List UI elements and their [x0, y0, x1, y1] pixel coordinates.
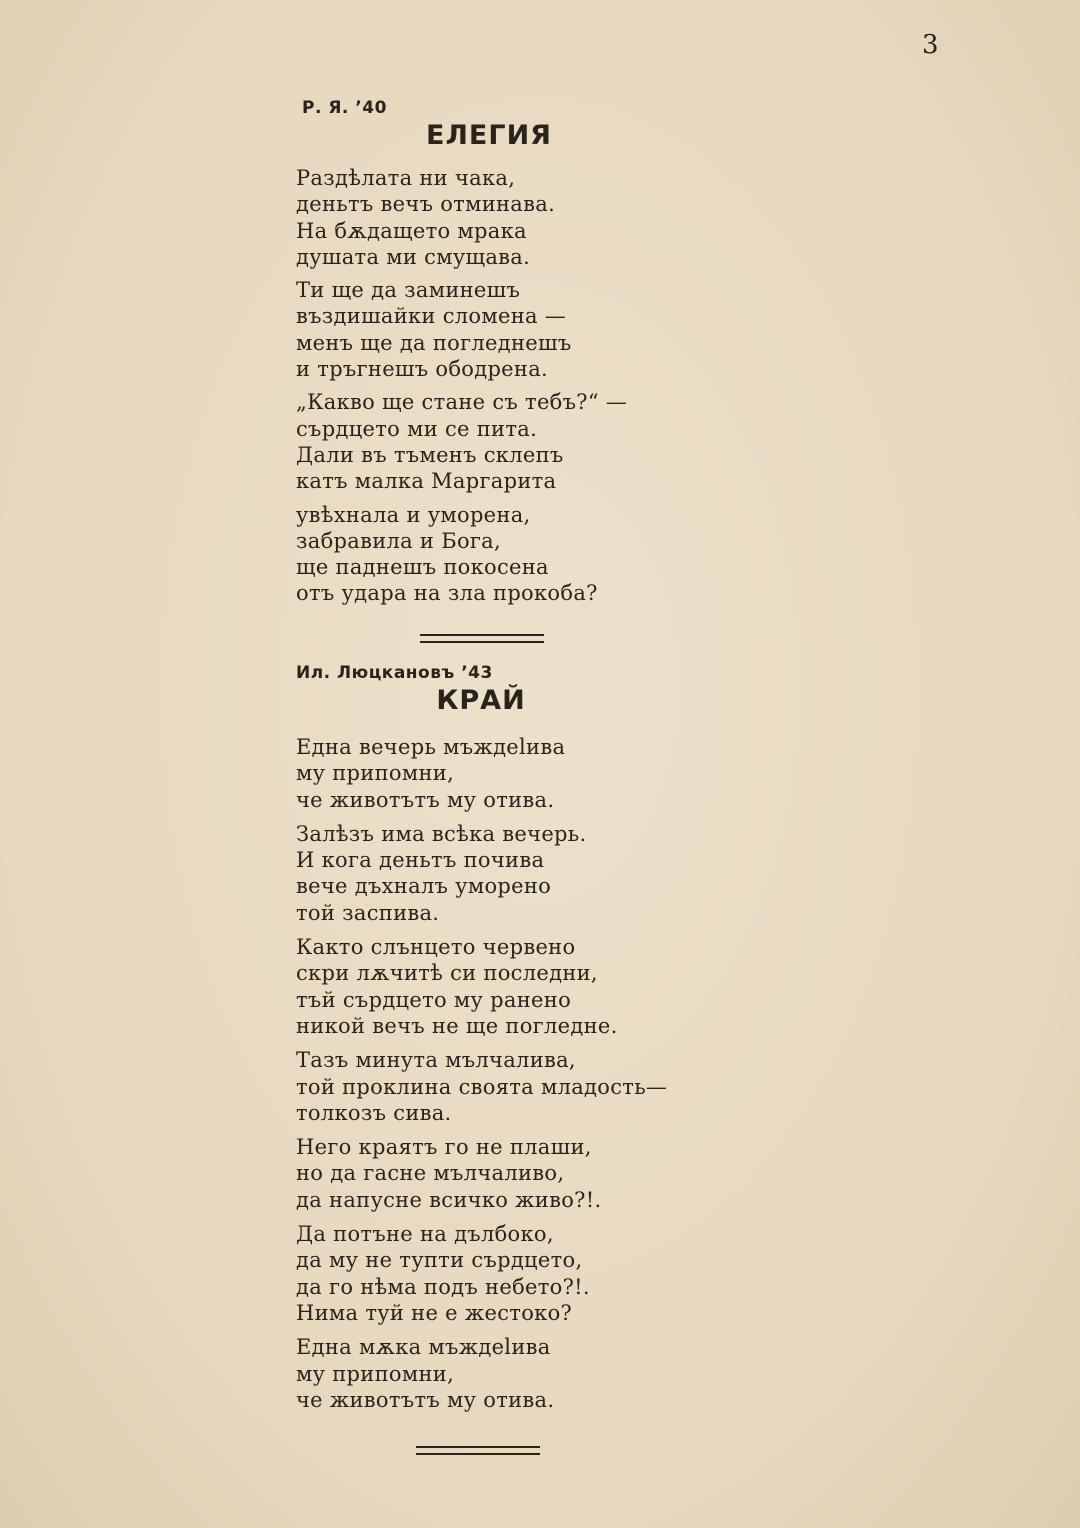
stanza — [296, 1047, 716, 1126]
poem-line: скри лѫчитѣ си последни, — [296, 961, 598, 986]
poem-line: тъй сърдцето му ранено — [296, 987, 572, 1012]
poem-title: ЕЛЕГИЯ — [426, 120, 552, 151]
poem-line: Тазъ минута мълчалива, — [296, 1048, 576, 1073]
poem-elegy — [296, 98, 716, 607]
poem-line: да го нѣма подъ небето?!. — [296, 1274, 590, 1299]
poem-line: той проклина своята младость— — [296, 1074, 668, 1099]
poem-body — [296, 734, 716, 1413]
poem-line: Една мѫка мъждelива — [296, 1335, 551, 1360]
stanza — [296, 502, 716, 607]
poem-line: Него краятъ го не плаши, — [296, 1135, 592, 1160]
poem-line: забравила и Бога, — [296, 528, 501, 553]
poem-line: Дали въ тъменъ склепъ — [296, 442, 564, 467]
stanza — [296, 277, 716, 382]
poem-line: че животътъ му отива. — [296, 787, 555, 812]
poem-line: да му не тупти сърдцето, — [296, 1248, 583, 1273]
stanza — [296, 1221, 716, 1326]
poem-line: той заспива. — [296, 900, 440, 925]
poem-line: и тръгнешъ ободрена. — [296, 357, 549, 382]
poem-body — [296, 165, 716, 607]
poem-title: КРАЙ — [436, 685, 526, 716]
poem-line: вече дъхналъ уморено — [296, 874, 552, 899]
section-divider — [420, 634, 544, 643]
poem-line: деньтъ вечъ отминава. — [296, 192, 556, 217]
poem-line: но да гасне мълчаливо, — [296, 1161, 565, 1186]
poem-line: И кога деньтъ почива — [296, 848, 545, 873]
poem-line: му припомни, — [296, 1361, 455, 1386]
poem-line: катъ малка Маргарита — [296, 469, 557, 494]
poem-line: никой вечъ не ще погледне. — [296, 1013, 618, 1038]
poem-line: да напусне всичко живо?!. — [296, 1187, 602, 1212]
stanza — [296, 934, 716, 1039]
poem-line: На бѫдащето мрака — [296, 218, 527, 243]
poem-line: Залѣзъ има всѣка вечерь. — [296, 821, 587, 846]
poem-author: Ил. Люцкановъ ’43 — [296, 663, 493, 683]
poem-line: Да потъне на дълбоко, — [296, 1222, 554, 1247]
poem-line: Нима туй не е жестоко? — [296, 1300, 573, 1325]
poem-line: че животътъ му отива. — [296, 1387, 555, 1412]
section-divider — [416, 1446, 540, 1455]
poem-line: толкозъ сива. — [296, 1100, 452, 1125]
stanza — [296, 165, 716, 270]
poem-line: сърдцето ми се пита. — [296, 416, 538, 441]
stanza — [296, 734, 716, 813]
poem-line: „Какво ще стане съ тебъ?“ — — [296, 390, 628, 415]
stanza — [296, 1334, 716, 1413]
stanza — [296, 389, 716, 494]
poem-end — [296, 663, 716, 1413]
poem-line: Както слънцето червено — [296, 935, 576, 960]
stanza — [296, 1134, 716, 1213]
poem-line: ще паднешъ покосена — [296, 555, 549, 580]
poem-line: Ти ще да заминешъ — [296, 278, 521, 303]
poem-line: отъ удара на зла прокоба? — [296, 581, 598, 606]
poem-line: му припомни, — [296, 761, 455, 786]
poem-line: увѣхнала и уморена, — [296, 502, 531, 527]
poem-line: менъ ще да погледнешъ — [296, 330, 572, 355]
poem-line: душата ми смущава. — [296, 244, 531, 269]
poem-line: Раздѣлата ни чака, — [296, 166, 516, 190]
page-number: 3 — [922, 30, 939, 60]
poem-line: въздишайки сломена — — [296, 304, 567, 329]
poem-author: Р. Я. ’40 — [302, 98, 387, 118]
poem-line: Една вечерь мъждelива — [296, 735, 566, 759]
stanza — [296, 821, 716, 926]
